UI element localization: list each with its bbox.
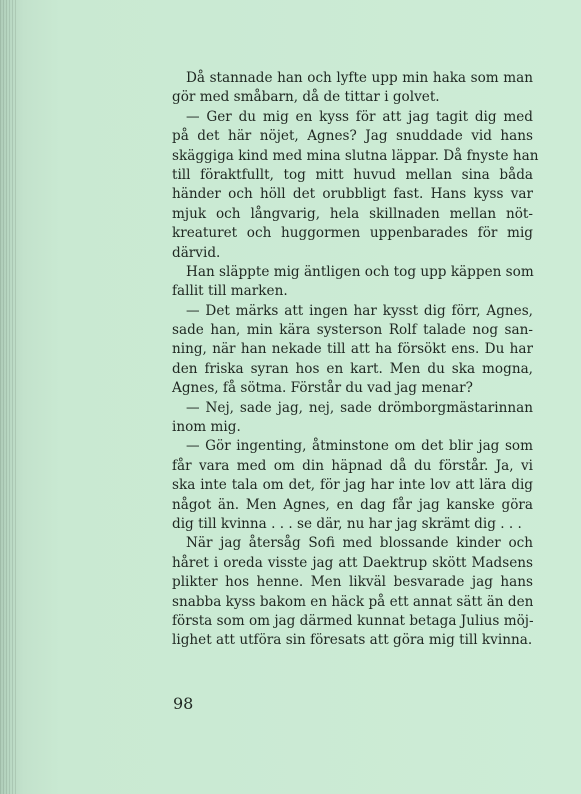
text-line: skäggiga kind med mina slutna läppar. Då fnyste han	[172, 147, 539, 164]
page-number: 98	[173, 694, 194, 713]
text-line: Agnes, få sötma. Förstår du vad jag menar?	[172, 380, 473, 397]
text-line: händer och höll det orubbligt fast. Hans kyss var	[172, 186, 533, 203]
text-line: därvid.	[172, 244, 221, 261]
text-line: dig till kvinna . . . se där, nu har jag skrämt dig . . .	[172, 515, 522, 532]
text-line: — Det märks att ingen har kysst dig förr, Agnes,	[186, 302, 533, 319]
book-spine-edge	[0, 0, 16, 794]
text-line: — Nej, sade jag, nej, sade drömborgmästarinnan	[186, 399, 533, 416]
body-text	[172, 69, 539, 651]
text-line: första som om jag därmed kunnat betaga Julius möj-	[172, 612, 534, 629]
text-line: gör med småbarn, då de tittar i golvet.	[172, 89, 440, 106]
text-line: När jag återsåg Sofi med blossande kinder och	[186, 535, 533, 552]
text-line: håret i oreda visste jag att Daektrup skött Madsens	[172, 554, 533, 571]
text-line: ska inte tala om det, för jag har inte lov att lära dig	[172, 477, 533, 494]
text-line: snabba kyss bakom en häck på ett annat sätt än den	[172, 593, 534, 610]
text-line: kreaturet och huggormen uppenbarades för mig	[172, 225, 533, 242]
text-line: fallit till marken.	[172, 283, 288, 300]
text-line: mjuk och långvarig, hela skillnaden mellan nöt-	[172, 205, 533, 222]
text-line: den friska syran hos en kart. Men du ska mogna,	[172, 360, 533, 377]
text-line: — Ger du mig en kyss för att jag tagit dig med	[186, 108, 533, 125]
text-line: inom mig.	[172, 419, 241, 436]
text-line: ning, när han nekade till att ha försökt ens. Du har	[172, 341, 533, 358]
text-line: till föraktfullt, tog mitt huvud mellan sina båda	[172, 166, 533, 183]
text-line: lighet att utföra sin föresats att göra mig till kvinna.	[172, 632, 533, 649]
text-line: — Gör ingenting, åtminstone om det blir jag som	[186, 438, 533, 455]
text-line: plikter hos henne. Men likväl besvarade jag hans	[172, 574, 533, 591]
text-line: på det här nöjet, Agnes? Jag snuddade vid hans	[172, 128, 533, 145]
text-line: Då stannade han och lyfte upp min haka som man	[186, 70, 533, 86]
text-line: får vara med om din häpnad då du förstår. Ja, vi	[172, 457, 533, 474]
text-line: sade han, min kära systerson Rolf talade nog san-	[172, 322, 533, 339]
text-line: något än. Men Agnes, en dag får jag kanske göra	[172, 496, 533, 513]
text-line: Han släppte mig äntligen och tog upp käppen som	[186, 263, 534, 280]
